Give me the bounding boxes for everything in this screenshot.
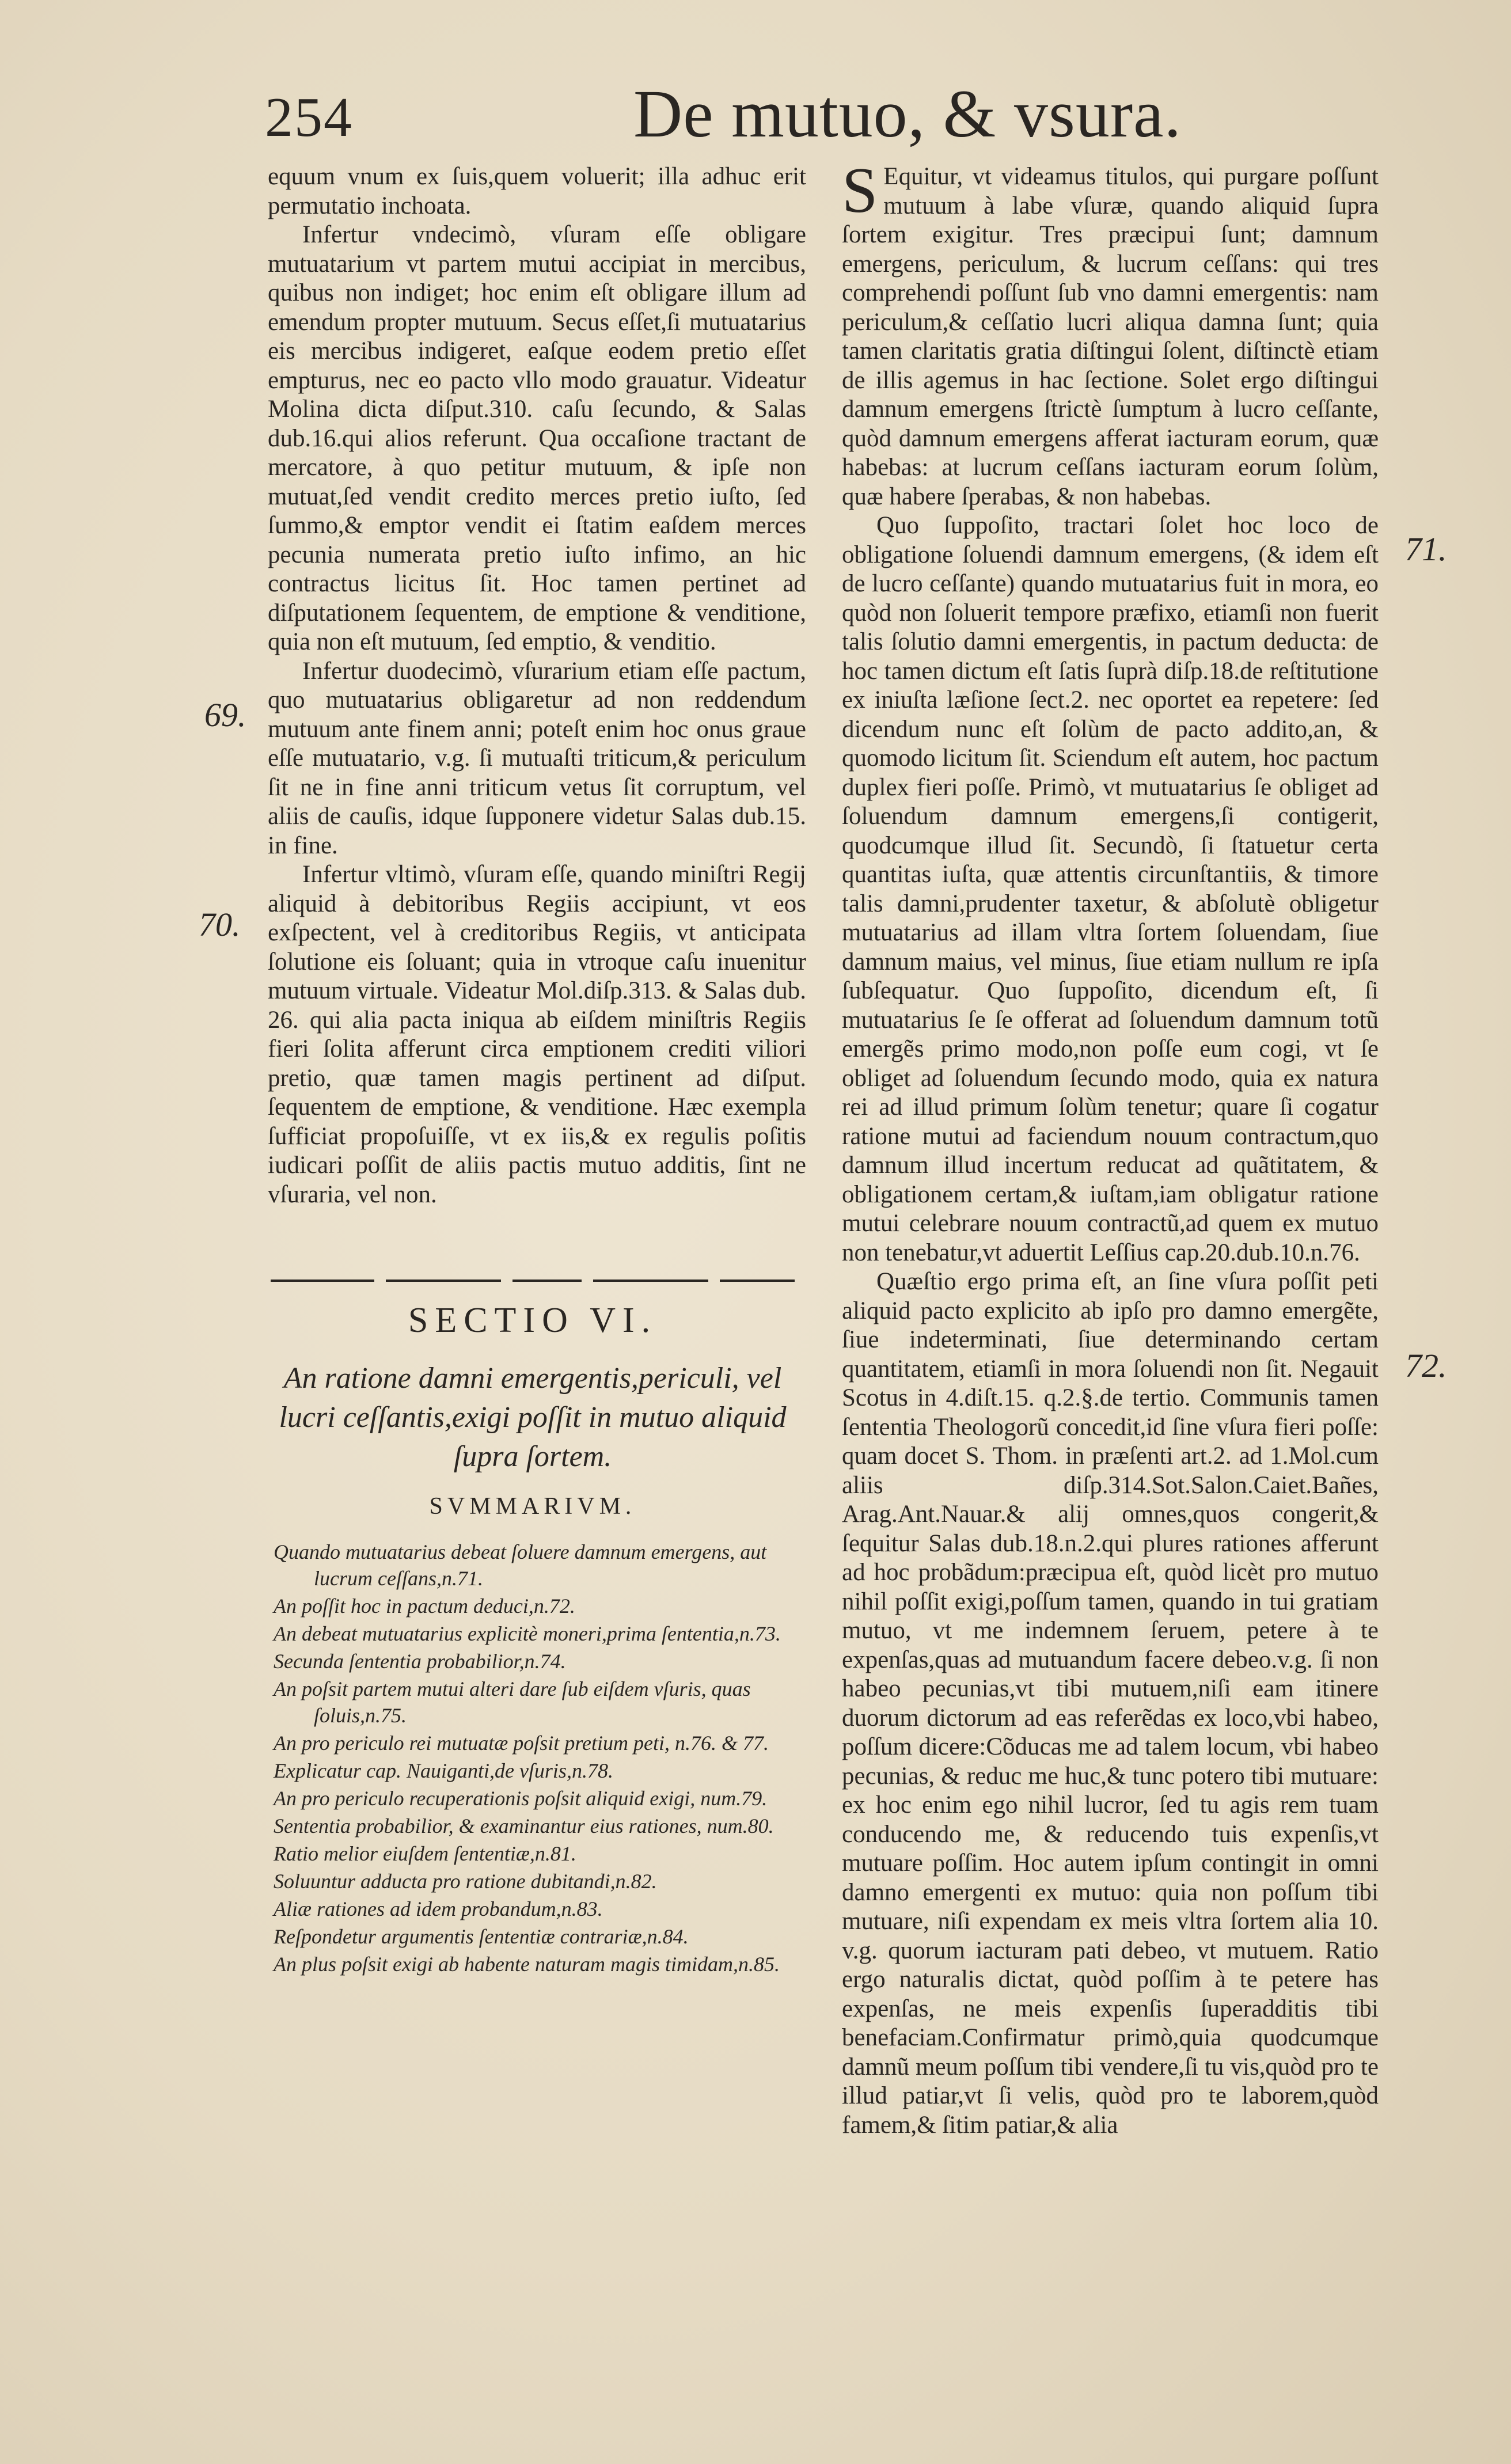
marginal-number: 70. [199,906,241,943]
paragraph: Quæſtio ergo prima eſt, an ſine vſura poſſit peti aliquid pacto explicito ab ipſo pro damno emergẽte, ſiue indeterminati, ſiue determinando certam quantitatem, etiamſi in mora ſoluendi non ſit. Negauit Scotus in 4.diſt.15. q.2.§.de tertio. Communis tamen ſententia Theologorũ concedit,id ſine vſura fieri poſſe: quam docet S. Thom. in præſenti art.2. ad 1.Mol.cum aliis diſp.314.Sot.Salon.Caiet.Bañes, Arag.Ant.Nauar.& alij omnes,quos congerit,& ſequitur Salas dub.18.n.2.qui plures rationes afferunt ad hoc probãdum:præcipua eſt, quòd licèt pro mutuo nihil poſſit exigi,poſſum tamen, quando in tui gratiam mutuo, vt me indemnem ſeruem, petere à te expenſas,quas ad mutuandum facere debeo.v.g. ſi non habeo pecunias,vt tibi mutuem,niſi eam itinere duorum dictorum ad eas referẽdas ex loco,vbi habeo, poſſum dicere:Cõducas me ad talem locum, vbi habeo pecunias, & reduc me huc,& tunc potero tibi mutuare: ex hoc enim ego nihil lucror, ſed tu agis rem tuam conducendo me, & reducendo tuis expenſis,vt mutuare poſſim. Hoc autem ipſum contingit in omni damno emergenti ex mutuo: quia non poſſum tibi mutuare, niſi expendam ex meis vltra ſortem alia 10. v.g. quorum iacturam pati debeo, vt mutuem. Ratio ergo naturalis dictat, quòd poſſim à te petere has expenſas, ne meis expenſis ſuperadditis tibi benefaciam.Confirmatur primò,quia quodcumque damnũ meum poſſum tibi vendere,ſi tu vis,quòd pro te illud patiar,vt ſi velis, quòd pro te laborem,quòd famem,& ſitim patiar,& alia [842,1268,1379,2139]
paragraph: Quo ſuppoſito, tractari ſolet hoc loco de obligatione ſoluendi damnum emergens, (& idem eſt de lucro ceſſante) quando mutuatarius fuit in mora, eo quòd non ſoluerit tempore præfixo, etiamſi non fuerit talis ſolutio damni emergentis, in pactum deducta: de hoc tamen dictum eſt ſatis ſuprà diſp.18.de reſtitutione ex iniuſta læſione ſect.2. nec oportet ea repetere: ſed dicendum nunc eſt ſolùm de pacto addito,an, & quomodo licitum ſit. Sciendum eſt autem, hoc pactum duplex fieri poſſe. Primò, vt mutuatarius ſe obliget ad ſoluendum damnum emergens,ſi contigerit, quodcumque illud ſit. Secundò, ſi ſtatuetur certa quantitas iuſta, quæ attentis circunſtantiis, & timore talis damni,prudenter taxetur, & abſolutè obligetur mutuatarius ad illam vltra ſortem ſoluendam, ſiue damnum maius, vel minus, ſiue etiam nullum re ipſa ſubſequatur. Quo ſuppoſito, dicendum eſt, ſi mutuatarius ſe ſe offerat ad ſoluendum damnum totũ emergẽs primo modo,non poſſe eum cogi, vt ſe obliget ad ſoluendum ſecundo modo, quia ex natura rei ad illud primum ſolùm tenetur; quare ſi cogatur ratione mutui ad faciendum nouum contractum,quo damnum illud incertum reducat ad quãtitatem, & obligationem certam,& iuſtam,iam obligatur ratione mutui celebrare nouum contractũ,ad quem ex mutuo non tenebatur,vt aduertit Leſſius cap.20.dub.10.n.76. [842,512,1379,1266]
summary-list [274,1539,809,1979]
summary-item: Secunda ſententia probabilior,n.74. [274,1650,566,1673]
section-divider [271,1280,795,1285]
marginal-number: 72. [1405,1347,1447,1384]
summary-item: Aliæ rationes ad idem probandum,n.83. [274,1897,603,1920]
paragraph-text: Equitur, vt videamus titulos, qui purgare poſſunt mutuum à labe vſuræ, quando aliquid ſupra ſortem exigitur. Tres præcipui ſunt; damnum emergens, periculum, & lucrum ceſſans: qui tres comprehendi poſſunt ſub vno damni emergentis: nam periculum,& ceſſatio lucri aliqua damna ſunt; quia tamen claritatis gratia diſtingui ſolent, diſtinctè etiam de illis agemus in hac ſectione. Solet ergo diſtingui damnum emergens ſtrictè ſumptum à lucro ceſſante, quòd damnum emergens afferat iacturam eorum, quæ habebas: at lucrum ceſſans iacturam eorum ſolùm, quæ habere ſperabas, & non habebas. [842,163,1379,510]
paragraph: Infertur duodecimò, vſurarium etiam eſſe pactum, quo mutuatarius obligaretur ad non reddendum mutuum ante finem anni; poteſt enim hoc onus graue eſſe mutuatario, v.g. ſi mutuaſti triticum,& periculum ſit ne in fine anni triticum vetus ſit corruptum, vel aliis de cauſis, idque ſupponere videtur Salas dub.15. in fine. [268,657,806,859]
drop-cap: S [842,155,878,226]
section-heading: SECTIO VI. [408,1301,658,1340]
right-column [842,155,1379,2140]
running-title: De mutuo, & vsura. [633,76,1182,151]
summary-item: An pro periculo rei mutuatæ poſsit pretium peti, n.76. & 77. [274,1732,769,1755]
summary-item: An poſsit partem mutui alteri dare ſub eiſdem vſuris, quas ſoluis,n.75. [274,1677,751,1727]
summary-item: Soluuntur adducta pro ratione dubitandi,n.82. [274,1870,657,1893]
page-number: 254 [265,86,353,149]
summary-item: Explicatur cap. Nauiganti,de vſuris,n.78. [274,1759,613,1782]
left-column [268,162,806,1209]
summarium-heading: SVMMARIVM. [429,1493,636,1520]
marginal-number: 69. [204,696,246,734]
section-question: An ratione damni emergentis,periculi, vel lucri ceſſantis,exigi poſſit in mutuo aliquid ſupra ſortem. [279,1362,787,1473]
summary-item: Reſpondetur argumentis ſententiæ contrariæ,n.84. [274,1925,689,1948]
summary-item: An pro periculo recuperationis poſsit aliquid exigi, num.79. [274,1787,768,1810]
page-header [265,75,1290,155]
summary-item: An debeat mutuatarius explicitè moneri,prima ſententia,n.73. [274,1622,781,1645]
paragraph: Infertur vndecimò, vſuram eſſe obligare mutuatarium vt partem mutui accipiat in mercibus, quibus non indiget; hoc enim eſt obligare illum ad emendum propter mutuum. Secus eſſet,ſi mutuatarius eis mercibus indigeret, eaſque eodem pretio eſſet empturus, nec eo pacto vllo modo grauatur. Videatur Molina dicta diſput.310. caſu ſecundo, & Salas dub.16.qui alios referunt. Qua occaſione tractant de mercatore, à quo petitur mutuum, & ipſe non mutuat,ſed vendit credito merces pretio iuſto, ſed ſummo,& emptor vendit ei ſtatim eaſdem merces pecunia numerata pretio iuſto infimo, an hic contractus licitus ſit. Hoc tamen pertinet ad diſputationem ſequentem, de emptione & venditione, quia non eſt mutuum, ſed emptio, & venditio. [268,221,806,655]
summary-item: Sententia probabilior, & examinantur eius rationes, num.80. [274,1814,774,1837]
paragraph [842,155,1379,511]
summary-item: An poſſit hoc in pactum deduci,n.72. [274,1594,575,1618]
summary-item: An plus poſsit exigi ab habente naturam magis timidam,n.85. [274,1953,780,1976]
summary-item: Quando mutuatarius debeat ſoluere damnum emergens, aut lucrum ceſſans,n.71. [274,1540,767,1590]
paragraph: Infertur vltimò, vſuram eſſe, quando miniſtri Regij aliquid à debitoribus Regiis accipiunt, vt eos exſpectent, vel à creditoribus Regiis, vt anticipata ſolutione eis ſoluant; quia in vtroque caſu inuenitur mutuum virtuale. Videatur Mol.diſp.313. & Salas dub. 26. qui alia pacta iniqua ab eiſdem miniſtris Regiis fieri ſolita afferunt circa emptionem crediti viliori pretio, quæ tamen magis pertinent ad diſput. ſequentem de emptione, & venditione. Hæc exempla ſufficiat propoſuiſſe, vt ex iis,& ex regulis poſitis iudicari poſſit de aliis pactis mutuo additis, ſint ne vſuraria, vel non. [268,861,806,1208]
paragraph: equum vnum ex ſuis,quem voluerit; illa adhuc erit permutatio inchoata. [268,163,806,219]
marginal-number: 71. [1405,530,1447,568]
summary-item: Ratio melior eiuſdem ſententiæ,n.81. [274,1842,576,1865]
